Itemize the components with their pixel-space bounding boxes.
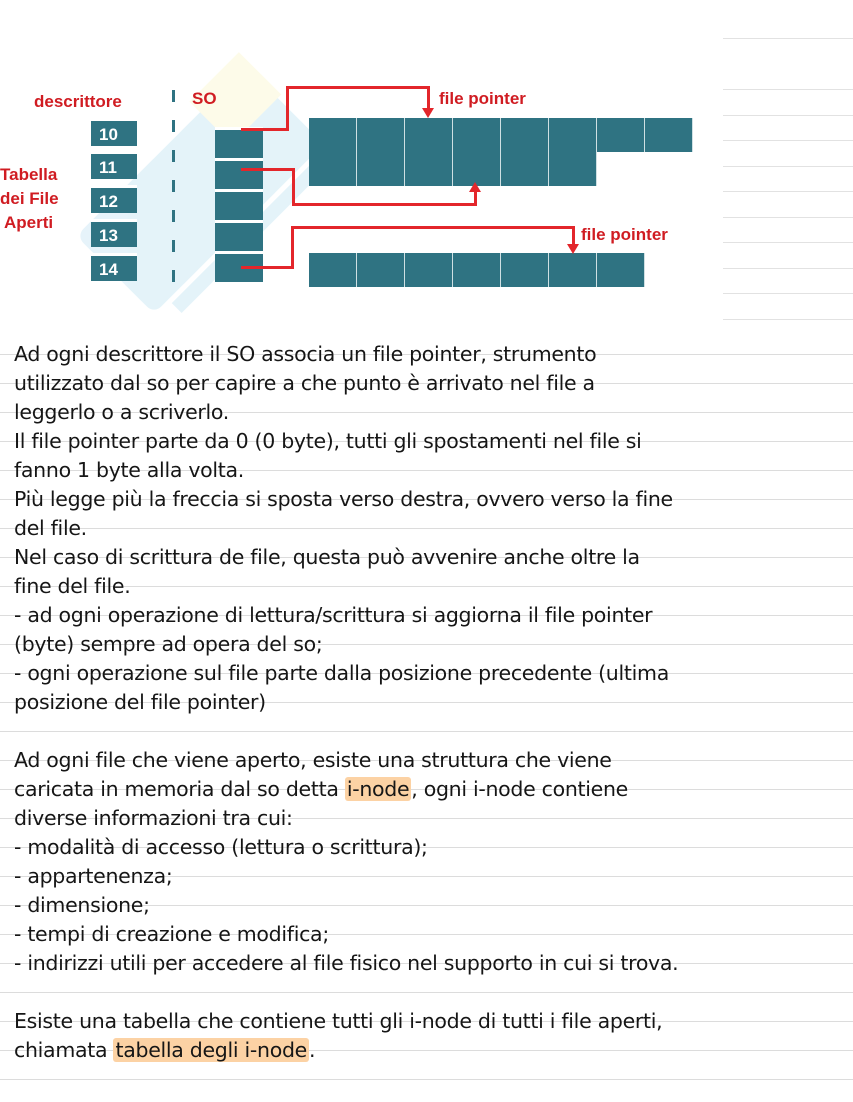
notebook-rule: [723, 242, 853, 243]
so-label: SO: [192, 89, 217, 108]
file-pointer-label-2: file pointer: [581, 225, 668, 244]
text-segment: Ad ogni descrittore il SO associa un file pointer, strumento: [14, 342, 597, 366]
text-line: [14, 572, 844, 601]
text-segment: caricata in memoria dal so detta: [14, 777, 345, 801]
file-block: [405, 253, 453, 287]
text-segment: fanno 1 byte alla volta.: [14, 458, 245, 482]
text-segment: - tempi di creazione e modifica;: [14, 922, 329, 946]
file-block: [405, 152, 453, 186]
text-line: [14, 427, 844, 456]
file-block: [309, 152, 357, 186]
text-segment: utilizzato dal so per capire a che punto è arrivato nel file a: [14, 371, 595, 395]
file-blocks-row-3: [309, 253, 645, 287]
file-block: [501, 253, 549, 287]
file-block: [549, 253, 597, 287]
notebook-rule: [723, 166, 853, 167]
text-segment: Più legge più la freccia si sposta verso destra, ovvero verso la fine: [14, 487, 673, 511]
text-line: [14, 688, 844, 717]
file-block: [597, 253, 645, 287]
paragraph-gap: [14, 978, 844, 1007]
text-segment: Esiste una tabella che contiene tutti gli i-node di tutti i file aperti,: [14, 1009, 663, 1033]
notebook-rule: [723, 140, 853, 141]
file-pointer-label-1: file pointer: [439, 89, 526, 108]
descriptor-cell: 13: [91, 219, 137, 247]
so-table-cell: [215, 127, 263, 158]
table-label-line-1: Tabella: [0, 165, 58, 184]
file-blocks-row-2: [309, 152, 597, 186]
separator-dash: [172, 210, 175, 222]
text-line: [14, 369, 844, 398]
text-line: [14, 1007, 844, 1036]
file-block: [549, 118, 597, 152]
text-segment: Ad ogni file che viene aperto, esiste una struttura che viene: [14, 748, 612, 772]
text-line: [14, 601, 844, 630]
file-block: [453, 253, 501, 287]
text-line: [14, 804, 844, 833]
file-block: [645, 118, 693, 152]
text-line: [14, 543, 844, 572]
notebook-rule: [723, 38, 853, 39]
table-label-line-2: dei File: [0, 189, 59, 208]
notebook-rule: [723, 191, 853, 192]
so-table-cell: [215, 220, 263, 251]
descriptor-cell: 10: [91, 118, 137, 146]
file-block: [357, 118, 405, 152]
file-pointer-diagram: [0, 0, 853, 330]
text-segment: chiamata: [14, 1038, 114, 1062]
text-segment: Il file pointer parte da 0 (0 byte), tutti gli spostamenti nel file si: [14, 429, 642, 453]
notebook-rule: [723, 293, 853, 294]
text-segment: - ogni operazione sul file parte dalla posizione precedente (ultima: [14, 661, 669, 685]
separator-dash: [172, 120, 175, 132]
text-segment: del file.: [14, 516, 87, 540]
text-line: [14, 775, 844, 804]
separator-dash: [172, 150, 175, 162]
so-table-cell: [215, 158, 263, 189]
text-line: [14, 746, 844, 775]
file-block: [597, 118, 645, 152]
text-line: [14, 891, 844, 920]
notebook-rule: [723, 319, 853, 320]
descriptor-cell: 11: [91, 151, 137, 179]
text-line: [14, 398, 844, 427]
file-block: [501, 152, 549, 186]
text-segment: - indirizzi utili per accedere al file fisico nel supporto in cui si trova.: [14, 951, 679, 975]
file-block: [549, 152, 597, 186]
file-block: [453, 152, 501, 186]
text-line: [14, 659, 844, 688]
file-block: [501, 118, 549, 152]
notebook-rule: [723, 115, 853, 116]
text-line: [14, 456, 844, 485]
text-segment: (byte) sempre ad opera del so;: [14, 632, 323, 656]
text-segment: fine del file.: [14, 574, 131, 598]
highlighted-term: i-node: [346, 777, 410, 801]
text-segment: - dimensione;: [14, 893, 150, 917]
watermark-logo: [40, 40, 360, 340]
so-table-cell: [215, 189, 263, 220]
table-label-line-3: Aperti: [4, 213, 54, 232]
text-segment: Nel caso di scrittura de file, questa può avvenire anche oltre la: [14, 545, 640, 569]
highlighted-term: tabella degli i-node: [115, 1038, 307, 1062]
text-line: [14, 485, 844, 514]
separator-dash: [172, 270, 175, 282]
text-segment: - ad ogni operazione di lettura/scrittura si aggiorna il file pointer: [14, 603, 653, 627]
notebook-rule: [723, 268, 853, 269]
text-segment: .: [308, 1038, 316, 1062]
descriptor-label: descrittore: [34, 92, 122, 111]
text-line: [14, 630, 844, 659]
separator-dash: [172, 240, 175, 252]
text-segment: diverse informazioni tra cui:: [14, 806, 293, 830]
text-line: [14, 920, 844, 949]
notebook-rule: [723, 217, 853, 218]
separator-dash: [172, 180, 175, 192]
text-line: [14, 1036, 844, 1065]
text-line: [14, 833, 844, 862]
file-block: [357, 253, 405, 287]
file-block: [309, 253, 357, 287]
separator-dash: [172, 90, 175, 102]
text-line: [14, 514, 844, 543]
paragraph-gap: [14, 717, 844, 746]
text-line: [14, 949, 844, 978]
text-segment: , ogni i-node contiene: [411, 777, 628, 801]
text-line: [14, 862, 844, 891]
file-block: [309, 118, 357, 152]
text-segment: - modalità di accesso (lettura o scrittura);: [14, 835, 428, 859]
text-line: [14, 340, 844, 369]
notebook-rule: [723, 89, 853, 90]
file-block: [405, 118, 453, 152]
text-segment: - appartenenza;: [14, 864, 173, 888]
file-blocks-row-1: [309, 118, 693, 152]
file-block: [357, 152, 405, 186]
descriptor-cell: 12: [91, 185, 137, 213]
text-segment: posizione del file pointer): [14, 690, 266, 714]
notes-text: [14, 340, 844, 1065]
file-block: [453, 118, 501, 152]
text-segment: leggerlo o a scriverlo.: [14, 400, 230, 424]
descriptor-cell: 14: [91, 253, 137, 281]
